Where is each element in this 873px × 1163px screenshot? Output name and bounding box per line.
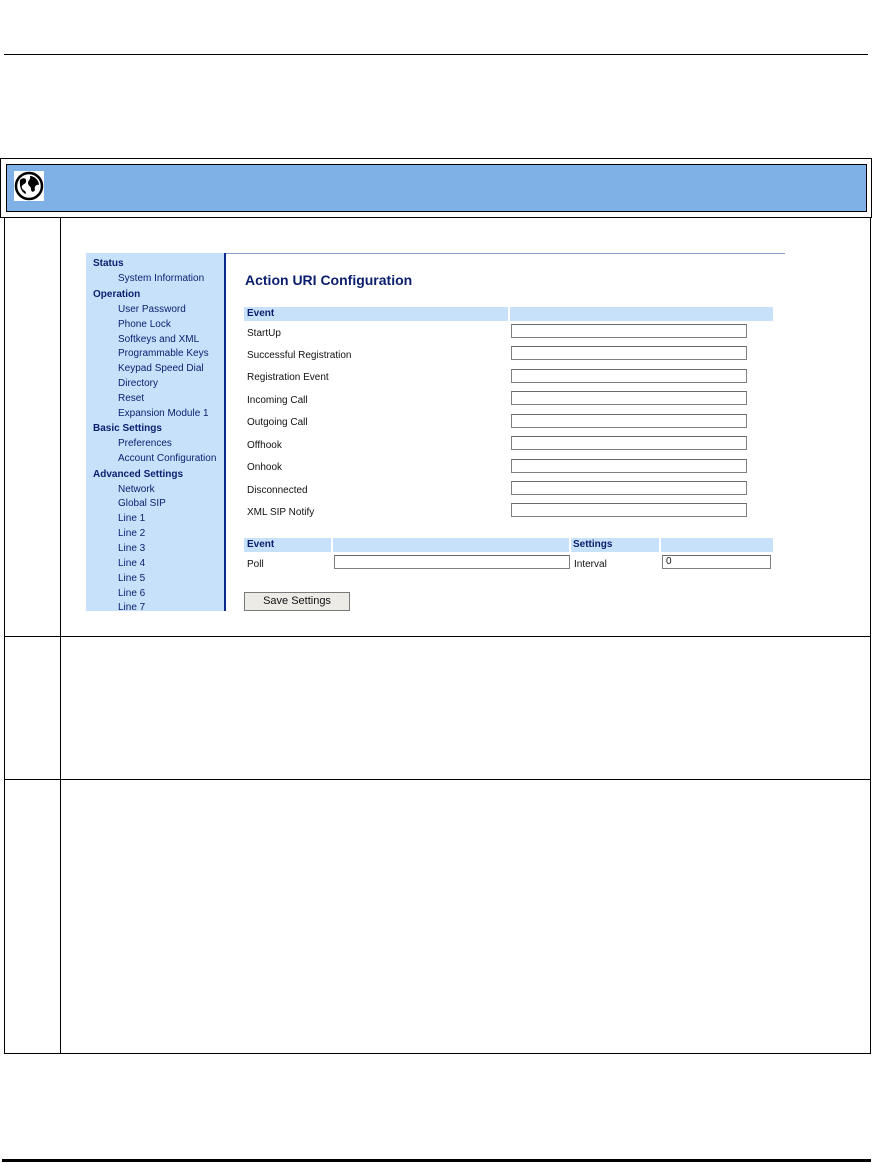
label-outgoing-call: Outgoing Call [247, 417, 308, 428]
save-settings-button[interactable]: Save Settings [244, 592, 350, 611]
nav-item-expansion-module-1[interactable]: Expansion Module 1 [118, 408, 209, 419]
nav-item-line-3[interactable]: Line 3 [118, 543, 146, 554]
action-uri-screenshot [86, 253, 785, 611]
poll-header-row [244, 538, 773, 552]
poll-uri-input[interactable] [334, 555, 570, 569]
sidebar-nav [86, 253, 226, 611]
xml-sip-notify-uri-input[interactable] [511, 503, 747, 517]
nav-item-user-password[interactable]: User Password [118, 304, 186, 315]
label-successful-registration: Successful Registration [247, 350, 352, 361]
nav-item-line-5[interactable]: Line 5 [118, 573, 146, 584]
nav-heading-operation[interactable]: Operation [93, 289, 141, 300]
event-header-label: Event [247, 308, 275, 319]
nav-item-phone-lock[interactable]: Phone Lock [118, 319, 171, 330]
nav-item-account-configuration[interactable]: Account Configuration [118, 453, 217, 464]
startup-uri-input[interactable] [511, 324, 747, 338]
nav-item-directory[interactable]: Directory [118, 378, 159, 389]
nav-item-programmable-keys[interactable]: Programmable Keys [118, 348, 209, 359]
globe-icon [14, 171, 44, 201]
label-startup: StartUp [247, 328, 281, 339]
successful-registration-uri-input[interactable] [511, 346, 747, 360]
nav-item-network[interactable]: Network [118, 484, 155, 495]
label-onhook: Onhook [247, 462, 283, 473]
label-disconnected: Disconnected [247, 485, 308, 496]
nav-item-line-2[interactable]: Line 2 [118, 528, 146, 539]
nav-item-global-sip[interactable]: Global SIP [118, 498, 166, 509]
disconnected-uri-input[interactable] [511, 481, 747, 495]
nav-item-line-1[interactable]: Line 1 [118, 513, 146, 524]
label-xml-sip-notify: XML SIP Notify [247, 507, 315, 518]
poll-settings-header-label: Settings [573, 539, 613, 550]
nav-item-reset[interactable]: Reset [118, 393, 145, 404]
web-ui-banner [6, 164, 867, 212]
label-interval: Interval [574, 559, 607, 570]
label-incoming-call: Incoming Call [247, 395, 308, 406]
event-header-row [244, 307, 773, 321]
banner-frame [0, 158, 872, 218]
main-content [228, 253, 785, 611]
nav-item-line-7[interactable]: Line 7 [118, 602, 146, 611]
footer-rule [2, 1159, 871, 1162]
incoming-call-uri-input[interactable] [511, 391, 747, 405]
nav-item-preferences[interactable]: Preferences [118, 438, 172, 449]
nav-item-line-4[interactable]: Line 4 [118, 558, 146, 569]
nav-item-keypad-speed-dial[interactable]: Keypad Speed Dial [118, 363, 204, 374]
page-title: Action URI Configuration [245, 272, 413, 288]
nav-heading-status[interactable]: Status [93, 258, 124, 269]
nav-item-system-information[interactable]: System Information [118, 273, 205, 284]
nav-heading-advanced-settings[interactable]: Advanced Settings [93, 469, 184, 480]
nav-item-softkeys-xml[interactable]: Softkeys and XML [118, 334, 200, 345]
interval-input[interactable]: 0 [662, 555, 771, 569]
registration-event-uri-input[interactable] [511, 369, 747, 383]
label-poll: Poll [247, 559, 264, 570]
header-rule [4, 54, 868, 55]
nav-item-line-6[interactable]: Line 6 [118, 588, 146, 599]
onhook-uri-input[interactable] [511, 459, 747, 473]
table-row-divider [4, 779, 871, 780]
poll-event-header-label: Event [247, 539, 275, 550]
label-registration-event: Registration Event [247, 372, 329, 383]
nav-heading-basic-settings[interactable]: Basic Settings [93, 423, 162, 434]
outgoing-call-uri-input[interactable] [511, 414, 747, 428]
table-row-divider [4, 636, 871, 637]
offhook-uri-input[interactable] [511, 436, 747, 450]
label-offhook: Offhook [247, 440, 282, 451]
